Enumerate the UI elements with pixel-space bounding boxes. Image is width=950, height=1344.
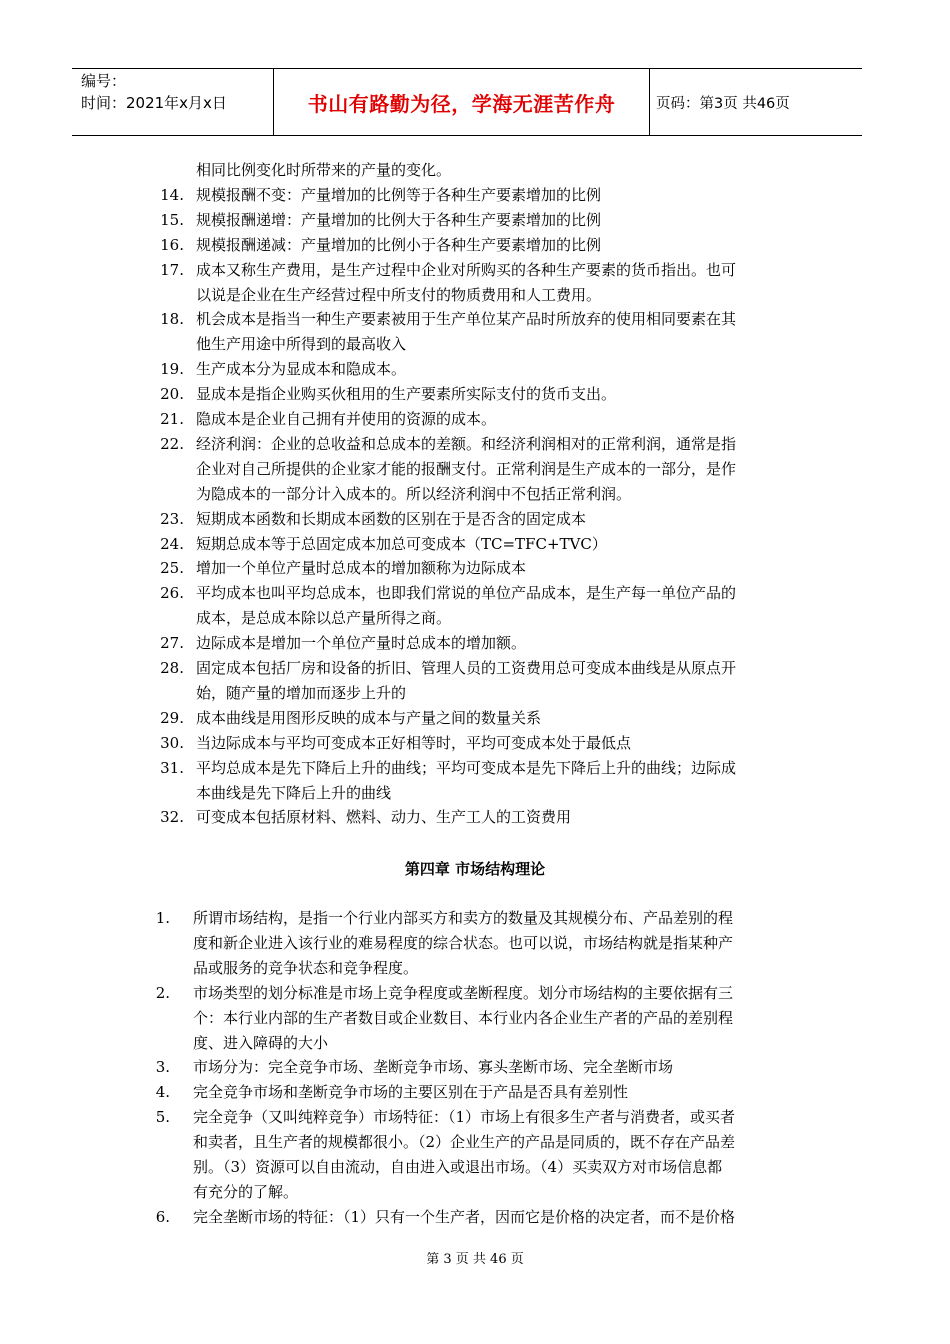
list-item-text: 平均成本也叫平均总成本，也即我们常说的单位产品成本，是生产每一单位产品的 (196, 584, 737, 603)
list-item-text: 经济利润：企业的总收益和总成本的差额。和经济利润相对的正常利润，通常是指 (196, 434, 737, 453)
list-item-number: 26. (160, 584, 184, 603)
list-item-number: 23. (160, 509, 184, 528)
list-item-text: 短期成本函数和长期成本函数的区别在于是否含的固定成本 (196, 509, 587, 528)
list-item-text: 市场分为：完全竞争市场、垄断竞争市场、寡头垄断市场、完全垄断市场 (193, 1058, 674, 1077)
list-item-text: 本曲线是先下降后上升的曲线 (196, 783, 392, 802)
header-page-cell (650, 69, 862, 135)
list-item-text: 他生产用途中所得到的最高收入 (196, 335, 407, 354)
list-item-number: 20. (160, 385, 184, 404)
chapter-title: 第四章 市场结构理论 (404, 860, 546, 878)
header-table (72, 68, 862, 136)
list-item-text: 所谓市场结构，是指一个行业内部买方和卖方的数量及其规模分布、产品差别的程 (193, 909, 734, 927)
list-item-number: 27. (160, 634, 184, 653)
list-item-text: 度和新企业进入该行业的难易程度的综合状态。也可以说，市场结构就是指某种产 (193, 933, 734, 952)
list-item-text: 别。（3）资源可以自由流动，自由进入或退出市场。（4）买卖双方对市场信息都 (193, 1158, 723, 1176)
list-item-text: 以说是企业在生产经营过程中所支付的物质费用和人工费用。 (196, 285, 602, 304)
list-item-text: 当边际成本与平均可变成本正好相等时，平均可变成本处于最低点 (196, 733, 632, 752)
list-item-number: 18. (160, 310, 184, 329)
list-item-text: 成本又称生产费用，是生产过程中企业对所购买的各种生产要素的货币指出。也可 (196, 260, 737, 279)
list-item-number: 15. (160, 210, 184, 229)
list-item-number: 29. (160, 708, 184, 727)
list-item-number: 22. (160, 434, 184, 453)
list-item-number: 3. (155, 1058, 170, 1077)
list-item-number: 14. (160, 185, 184, 204)
list-item-text: 机会成本是指当一种生产要素被用于生产单位某产品时所放弃的使用相同要素在其 (196, 310, 737, 329)
list-item-text: 完全竞争（又叫纯粹竞争）市场特征：（1）市场上有很多生产者与消费者，或买者 (193, 1108, 736, 1127)
list-item-text: 规模报酬递减：产量增加的比例小于各种生产要素增加的比例 (196, 235, 602, 254)
motto: 书山有路勤为径，学海无涯苦作舟 (307, 91, 616, 116)
page-footer: 第 3 页 共 46 页 (426, 1252, 524, 1267)
list-item-number: 4. (155, 1083, 170, 1102)
list-item-number: 1. (155, 909, 170, 927)
list-item-text: 规模报酬不变：产量增加的比例等于各种生产要素增加的比例 (196, 185, 602, 204)
list-item-text: 完全竞争市场和垄断竞争市场的主要区别在于产品是否具有差别性 (193, 1083, 629, 1102)
list-item-text: 规模报酬递增：产量增加的比例大于各种生产要素增加的比例 (196, 210, 602, 229)
list-item-number: 28. (160, 659, 184, 677)
list-item-number: 17. (160, 260, 184, 279)
list-item-text: 有充分的了解。 (193, 1182, 299, 1201)
list-item-text: 和卖者，且生产者的规模都很小。（2）企业生产的产品是同质的，既不存在产品差 (193, 1133, 736, 1152)
list-item-text: 为隐成本的一部分计入成本的。所以经济利润中不包括正常利润。 (196, 484, 632, 503)
list-item-text: 隐成本是企业自己拥有并使用的资源的成本。 (196, 410, 497, 428)
list-item-text: 增加一个单位产量时总成本的增加额称为边际成本 (196, 559, 527, 578)
list-item-text: 个：本行业内部的生产者数目或企业数目、本行业内各企业生产者的产品的差别程 (193, 1008, 734, 1027)
list-item-text: 成本曲线是用图形反映的成本与产量之间的数量关系 (196, 708, 542, 727)
list-item-text: 市场类型的划分标准是市场上竞争程度或垄断程度。划分市场结构的主要依据有三 (193, 983, 734, 1002)
list-item-text: 始，随产量的增加而逐步上升的 (196, 683, 407, 702)
list-item-number: 32. (160, 808, 184, 827)
header-left-cell (72, 69, 274, 135)
list-item-text: 生产成本分为显成本和隐成本。 (196, 360, 407, 379)
list-item-text: 品或服务的竞争状态和竞争程度。 (193, 958, 419, 977)
list-item-number: 31. (160, 758, 184, 777)
list-item-text: 企业对自己所提供的企业家才能的报酬支付。正常利润是生产成本的一部分，是作 (196, 459, 737, 478)
list-item-text: 边际成本是增加一个单位产量时总成本的增加额。 (196, 634, 527, 653)
list-item-text: 成本，是总成本除以总产量所得之商。 (196, 609, 452, 628)
list-item-number: 16. (160, 235, 184, 254)
list-item-number: 24. (160, 534, 184, 553)
list-item-text: 平均总成本是先下降后上升的曲线；平均可变成本是先下降后上升的曲线；边际成 (196, 758, 737, 777)
time-label: 时间：2021年x月x日 (81, 94, 227, 112)
list-item-number: 5. (155, 1108, 170, 1127)
list-item-number: 21. (160, 410, 184, 428)
list-item-text: 显成本是指企业购买伙租用的生产要素所实际支付的货币支出。 (196, 385, 617, 404)
header-motto-cell (274, 69, 650, 135)
list-item-number: 19. (160, 360, 184, 379)
list-item-text: 可变成本包括原材料、燃料、动力、生产工人的工资费用 (196, 808, 572, 827)
list-item-number: 30. (160, 733, 184, 752)
id-label: 编号： (81, 72, 127, 90)
list-item-number: 2. (155, 983, 170, 1002)
list-item-number: 6. (155, 1207, 170, 1226)
list-item-text: 度、进入障碍的大小 (193, 1033, 329, 1052)
list-item-text: 完全垄断市场的特征：（1）只有一个生产者，因而它是价格的决定者，而不是价格 (193, 1207, 736, 1226)
list-item-text: 相同比例变化时所带来的产量的变化。 (196, 161, 452, 179)
page-label: 页码：第3页 共46页 (656, 95, 790, 112)
list-item-text: 固定成本包括厂房和设备的折旧、管理人员的工资费用总可变成本曲线是从原点开 (196, 659, 737, 677)
list-item-text: 短期总成本等于总固定成本加总可变成本（TC=TFC+TVC） (196, 534, 607, 553)
list-item-number: 25. (160, 559, 184, 578)
